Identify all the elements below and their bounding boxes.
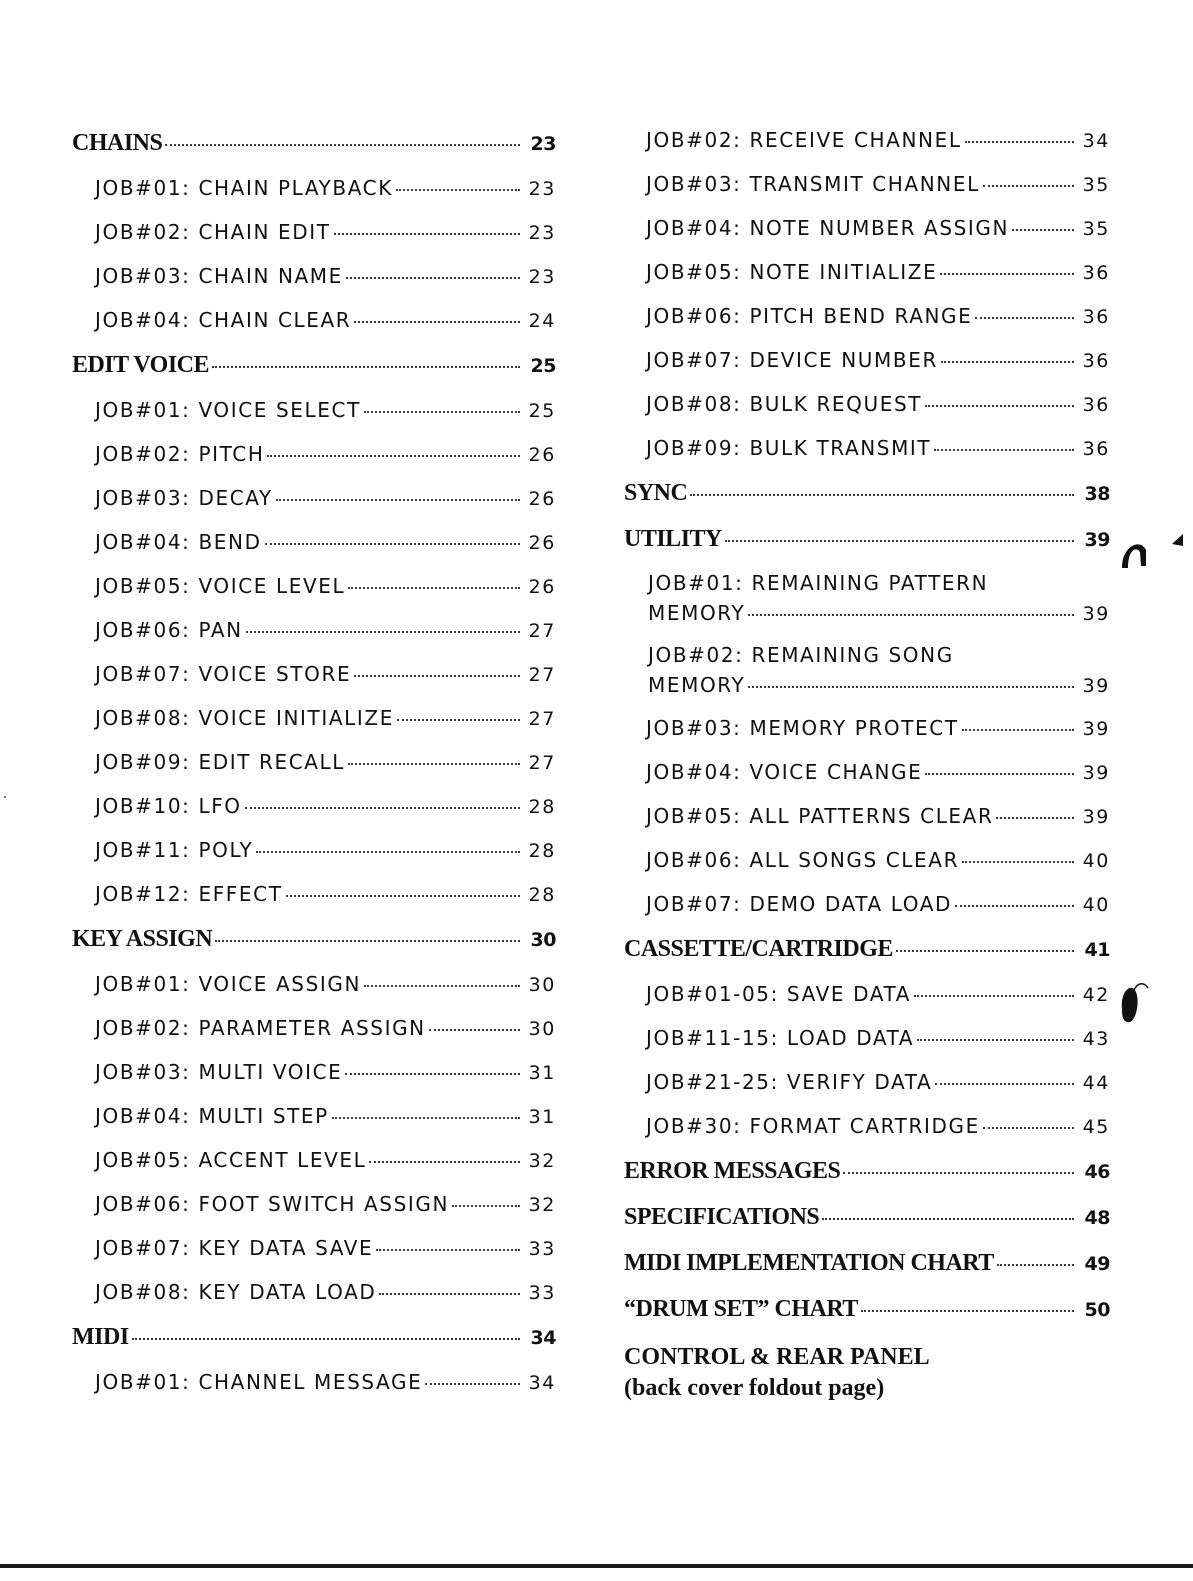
toc-page-number: 33: [528, 1282, 556, 1304]
dot-leader: [354, 321, 520, 323]
toc-entry-label: JOB#01: CHAIN PLAYBACK: [95, 176, 393, 200]
toc-page-number: 40: [1082, 850, 1110, 872]
toc-section-sync[interactable]: [624, 470, 1110, 516]
toc-entry-label: JOB#03: CHAIN NAME: [95, 264, 343, 288]
toc-entry-label: CASSETTE/CARTRIDGE: [624, 936, 893, 962]
toc-job-job-05-note-initialize[interactable]: [624, 250, 1110, 294]
toc-entry-label: JOB#05: VOICE LEVEL: [95, 574, 346, 598]
toc-entry-label: MEMORY: [648, 601, 746, 625]
toc-entry-label: JOB#02: CHAIN EDIT: [95, 220, 331, 244]
toc-job-job-10-lfo[interactable]: [72, 784, 556, 828]
binder-hole-marks: [1110, 520, 1193, 1040]
toc-page-number: 26: [528, 444, 556, 466]
dot-leader: [348, 587, 520, 589]
toc-page-number: 28: [528, 840, 556, 862]
toc-page-number: 30: [528, 974, 556, 996]
dot-leader: [725, 540, 1074, 542]
toc-job-job-06-foot-switch-assign[interactable]: [72, 1182, 556, 1226]
toc-page-number: 26: [528, 576, 556, 598]
toc-page-number: 23: [528, 266, 556, 288]
toc-page-number: 43: [1082, 1028, 1110, 1050]
toc-entry-label: JOB#04: BEND: [95, 530, 262, 554]
toc-entry-label: JOB#06: PAN: [95, 618, 243, 642]
toc-job-job-03-chain-name[interactable]: [72, 254, 556, 298]
toc-entry-label: JOB#03: TRANSMIT CHANNEL: [646, 172, 980, 196]
toc-job-job-09-edit-recall[interactable]: [72, 740, 556, 784]
toc-job-job-02-receive-channel[interactable]: [624, 118, 1110, 162]
toc-page-number: 27: [528, 752, 556, 774]
toc-job-job-12-effect[interactable]: [72, 872, 556, 916]
toc-page-number: 44: [1082, 1072, 1110, 1094]
toc-entry-label-line1: JOB#02: REMAINING SONG: [648, 643, 954, 667]
toc-page-number: 27: [528, 664, 556, 686]
dot-leader: [354, 675, 520, 677]
toc-entry-label: MEMORY: [648, 673, 746, 697]
toc-page-number: 34: [530, 1327, 556, 1349]
dot-leader: [452, 1205, 520, 1207]
toc-job-job-08-bulk-request[interactable]: [624, 382, 1110, 426]
toc-entry-label: JOB#12: EFFECT: [95, 882, 283, 906]
toc-entry-label-line2: (back cover foldout page): [624, 1375, 885, 1401]
dot-leader: [914, 995, 1074, 997]
toc-job-job-09-bulk-transmit[interactable]: [624, 426, 1110, 470]
toc-page-number: 23: [530, 133, 556, 155]
toc-page-number: 39: [1084, 529, 1110, 551]
toc-entry-label: JOB#07: DEVICE NUMBER: [646, 348, 938, 372]
toc-page-number: 34: [528, 1372, 556, 1394]
toc-entry-label-line1: CONTROL & REAR PANEL: [624, 1344, 930, 1370]
dot-leader: [132, 1338, 520, 1340]
dot-leader: [376, 1249, 520, 1251]
toc-entry-label: JOB#04: NOTE NUMBER ASSIGN: [646, 216, 1010, 240]
toc-entry-label: JOB#07: KEY DATA SAVE: [95, 1236, 374, 1260]
toc-job-job-11-15-load-data[interactable]: [624, 1016, 1110, 1060]
toc-page-number: 31: [528, 1106, 556, 1128]
toc-page-number: 40: [1082, 894, 1110, 916]
toc-page-number: 39: [1082, 718, 1110, 740]
toc-job-job-05-voice-level[interactable]: [72, 564, 556, 608]
dot-leader: [962, 861, 1074, 863]
toc-entry-label: JOB#08: KEY DATA LOAD: [95, 1280, 377, 1304]
toc-job-job-07-key-data-save[interactable]: [72, 1226, 556, 1270]
toc-entry-label: MIDI IMPLEMENTATION CHART: [624, 1250, 994, 1276]
toc-entry-label: UTILITY: [624, 526, 722, 552]
toc-page-number: 39: [1082, 603, 1110, 625]
toc-entry-label: JOB#04: MULTI STEP: [95, 1104, 329, 1128]
toc-section-cassette-cartridge[interactable]: [624, 926, 1110, 972]
toc-entry-label: JOB#02: PARAMETER ASSIGN: [95, 1016, 426, 1040]
dot-leader: [925, 773, 1074, 775]
toc-page-number: 32: [528, 1150, 556, 1172]
toc-section-midi[interactable]: [72, 1314, 556, 1360]
toc-job-job-05-accent-level[interactable]: [72, 1138, 556, 1182]
binder-hole-mark-lower: [1122, 988, 1138, 1022]
dot-leader: [983, 185, 1074, 187]
dot-leader: [997, 1264, 1074, 1266]
toc-entry-label: JOB#04: CHAIN CLEAR: [95, 308, 352, 332]
toc-right-column: [624, 118, 1110, 1404]
toc-page-number: 36: [1082, 350, 1110, 372]
dot-leader: [396, 189, 520, 191]
toc-entry-continuation: [648, 598, 1110, 628]
dot-leader: [690, 494, 1074, 496]
toc-entry-label: JOB#21-25: VERIFY DATA: [646, 1070, 933, 1094]
toc-job-job-01-voice-assign[interactable]: [72, 962, 556, 1006]
toc-job-job-01-remaining-pattern[interactable]: [624, 562, 1110, 634]
toc-entry-label: JOB#30: FORMAT CARTRIDGE: [646, 1114, 980, 1138]
toc-section-control-rear-panel[interactable]: [624, 1332, 1110, 1404]
toc-page-number: 36: [1082, 306, 1110, 328]
toc-entry-label: “DRUM SET” CHART: [624, 1296, 858, 1322]
toc-job-job-01-05-save-data[interactable]: [624, 972, 1110, 1016]
toc-page-number: 38: [1084, 483, 1110, 505]
toc-entry-label: JOB#05: ALL PATTERNS CLEAR: [646, 804, 994, 828]
toc-page-number: 34: [1082, 130, 1110, 152]
dot-leader: [379, 1293, 520, 1295]
dot-leader: [917, 1039, 1074, 1041]
toc-page-number: 25: [528, 400, 556, 422]
dot-leader: [245, 807, 520, 809]
toc-job-job-04-multi-step[interactable]: [72, 1094, 556, 1138]
toc-page-number: 41: [1084, 939, 1110, 961]
toc-page-number: 30: [530, 929, 556, 951]
toc-page-number: 30: [528, 1018, 556, 1040]
dot-leader: [934, 449, 1074, 451]
toc-section-drum-set-chart[interactable]: [624, 1286, 1110, 1332]
toc-page-number: 28: [528, 884, 556, 906]
binder-hole-mark-upper: [1122, 544, 1146, 568]
toc-section-error-messages[interactable]: [624, 1148, 1110, 1194]
dot-leader: [215, 940, 520, 942]
toc-entry-label: JOB#08: VOICE INITIALIZE: [95, 706, 394, 730]
dot-leader: [748, 614, 1074, 616]
toc-entry-label: JOB#03: MEMORY PROTECT: [646, 716, 959, 740]
dot-leader: [397, 719, 520, 721]
toc-entry-label: EDIT VOICE: [72, 352, 210, 378]
toc-entry-label: JOB#07: VOICE STORE: [95, 662, 352, 686]
dot-leader: [996, 817, 1074, 819]
toc-job-job-01-channel-message[interactable]: [72, 1360, 556, 1404]
binder-hole-mark-upper-right: [1172, 534, 1183, 546]
dot-leader: [925, 405, 1074, 407]
toc-job-job-02-chain-edit[interactable]: [72, 210, 556, 254]
dot-leader: [965, 141, 1074, 143]
dot-leader: [861, 1310, 1074, 1312]
toc-job-job-04-voice-change[interactable]: [624, 750, 1110, 794]
toc-entry-label: JOB#06: FOOT SWITCH ASSIGN: [95, 1192, 450, 1216]
toc-page-number: 36: [1082, 262, 1110, 284]
toc-job-job-02-remaining-song[interactable]: [624, 634, 1110, 706]
toc-page-number: 24: [528, 310, 556, 332]
toc-job-job-08-voice-initialize[interactable]: [72, 696, 556, 740]
toc-entry-continuation: [648, 670, 1110, 700]
dot-leader: [940, 273, 1074, 275]
toc-page-number: 45: [1082, 1116, 1110, 1138]
dot-leader: [975, 317, 1074, 319]
toc-page-number: 27: [528, 708, 556, 730]
dot-leader: [843, 1172, 1074, 1174]
toc-entry-label: ERROR MESSAGES: [624, 1158, 841, 1184]
dot-leader: [935, 1083, 1074, 1085]
toc-page-number: 28: [528, 796, 556, 818]
toc-page-number: 48: [1084, 1207, 1110, 1229]
dot-leader: [286, 895, 520, 897]
toc-entry-label: MIDI: [72, 1324, 129, 1350]
toc-page-number: 39: [1082, 675, 1110, 697]
toc-section-chains[interactable]: [72, 120, 556, 166]
dot-leader: [246, 631, 520, 633]
dot-leader: [369, 1161, 520, 1163]
toc-page-number: 23: [528, 178, 556, 200]
toc-entry-label: JOB#09: BULK TRANSMIT: [646, 436, 932, 460]
dot-leader: [346, 277, 520, 279]
toc-job-job-06-all-songs-clear[interactable]: [624, 838, 1110, 882]
dot-leader: [896, 950, 1074, 952]
dot-leader: [364, 985, 520, 987]
toc-entry-label: JOB#01: VOICE ASSIGN: [95, 972, 362, 996]
dot-leader: [332, 1117, 520, 1119]
binder-hole-mark-lower-arc: [1134, 984, 1148, 990]
toc-job-job-11-poly[interactable]: [72, 828, 556, 872]
toc-section-key-assign[interactable]: [72, 916, 556, 962]
bottom-edge-rule: [0, 1564, 1193, 1568]
toc-entry-label: JOB#06: ALL SONGS CLEAR: [646, 848, 960, 872]
toc-entry-label: KEY ASSIGN: [72, 926, 213, 952]
dot-leader: [265, 543, 520, 545]
dot-leader: [822, 1218, 1074, 1220]
toc-job-job-07-voice-store[interactable]: [72, 652, 556, 696]
toc-section-utility[interactable]: [624, 516, 1110, 562]
toc-job-job-01-chain-playback[interactable]: [72, 166, 556, 210]
toc-job-job-21-25-verify-data[interactable]: [624, 1060, 1110, 1104]
toc-section-edit-voice[interactable]: [72, 342, 556, 388]
toc-entry-label: JOB#07: DEMO DATA LOAD: [646, 892, 953, 916]
toc-entry-label: JOB#08: BULK REQUEST: [646, 392, 923, 416]
dot-leader: [1012, 229, 1074, 231]
toc-entry-label: JOB#11-15: LOAD DATA: [646, 1026, 915, 1050]
toc-page-number: 35: [1082, 218, 1110, 240]
toc-entry-label: CHAINS: [72, 130, 163, 156]
dot-leader: [334, 233, 520, 235]
toc-job-job-07-demo-data-load[interactable]: [624, 882, 1110, 926]
dot-leader: [165, 144, 520, 146]
toc-page-number: 50: [1084, 1299, 1110, 1321]
toc-job-job-07-device-number[interactable]: [624, 338, 1110, 382]
toc-page-number: 46: [1084, 1161, 1110, 1183]
toc-job-job-30-format-cartridge[interactable]: [624, 1104, 1110, 1148]
toc-entry-label: JOB#11: POLY: [95, 838, 254, 862]
toc-section-midi-implementation-chart[interactable]: [624, 1240, 1110, 1286]
toc-job-job-03-decay[interactable]: [72, 476, 556, 520]
toc-entry-label: JOB#02: PITCH: [95, 442, 265, 466]
toc-entry-label: JOB#02: RECEIVE CHANNEL: [646, 128, 962, 152]
toc-entry-label: JOB#03: MULTI VOICE: [95, 1060, 343, 1084]
toc-entry-label: JOB#10: LFO: [95, 794, 242, 818]
dot-leader: [348, 763, 520, 765]
toc-entry-label: JOB#01-05: SAVE DATA: [646, 982, 911, 1006]
toc-job-job-05-all-patterns-clear[interactable]: [624, 794, 1110, 838]
toc-job-job-06-pitch-bend-range[interactable]: [624, 294, 1110, 338]
toc-job-job-04-note-number-assign[interactable]: [624, 206, 1110, 250]
dot-leader: [983, 1127, 1074, 1129]
toc-job-job-06-pan[interactable]: [72, 608, 556, 652]
dot-leader: [212, 366, 520, 368]
scan-speck: [4, 796, 6, 798]
toc-job-job-03-transmit-channel[interactable]: [624, 162, 1110, 206]
dot-leader: [429, 1029, 520, 1031]
toc-entry-label: JOB#09: EDIT RECALL: [95, 750, 346, 774]
toc-page-number: 42: [1082, 984, 1110, 1006]
toc-entry-label: SYNC: [624, 480, 688, 506]
toc-entry-label: JOB#05: NOTE INITIALIZE: [646, 260, 938, 284]
toc-entry-label: JOB#06: PITCH BEND RANGE: [646, 304, 973, 328]
toc-job-job-04-bend[interactable]: [72, 520, 556, 564]
dot-leader: [345, 1073, 520, 1075]
toc-page-number: 31: [528, 1062, 556, 1084]
dot-leader: [955, 905, 1074, 907]
toc-entry-label: JOB#04: VOICE CHANGE: [646, 760, 923, 784]
toc-page-number: 39: [1082, 762, 1110, 784]
toc-page-number: 23: [528, 222, 556, 244]
toc-page-number: 49: [1084, 1253, 1110, 1275]
dot-leader: [256, 851, 520, 853]
toc-job-job-02-pitch[interactable]: [72, 432, 556, 476]
toc-entry-label: SPECIFICATIONS: [624, 1204, 820, 1230]
toc-page-number: 26: [528, 532, 556, 554]
dot-leader: [748, 686, 1074, 688]
toc-page-number: 27: [528, 620, 556, 642]
dot-leader: [364, 411, 520, 413]
toc-page-number: 36: [1082, 438, 1110, 460]
toc-job-job-08-key-data-load[interactable]: [72, 1270, 556, 1314]
dot-leader: [941, 361, 1074, 363]
toc-page-number: 26: [528, 488, 556, 510]
toc-page-number: 25: [530, 355, 556, 377]
toc-page-number: 36: [1082, 394, 1110, 416]
dot-leader: [276, 499, 520, 501]
dot-leader: [962, 729, 1074, 731]
toc-section-specifications[interactable]: [624, 1194, 1110, 1240]
toc-page-number: 33: [528, 1238, 556, 1260]
toc-page-number: 39: [1082, 806, 1110, 828]
toc-job-job-02-parameter-assign[interactable]: [72, 1006, 556, 1050]
toc-left-column: [72, 120, 556, 1404]
toc-job-job-01-voice-select[interactable]: [72, 388, 556, 432]
toc-entry-label: JOB#03: DECAY: [95, 486, 273, 510]
toc-entry-label-line1: JOB#01: REMAINING PATTERN: [648, 571, 989, 595]
toc-job-job-03-multi-voice[interactable]: [72, 1050, 556, 1094]
toc-job-job-04-chain-clear[interactable]: [72, 298, 556, 342]
dot-leader: [425, 1383, 520, 1385]
toc-entry-label: JOB#05: ACCENT LEVEL: [95, 1148, 367, 1172]
toc-page-number: 32: [528, 1194, 556, 1216]
toc-page-number: 35: [1082, 174, 1110, 196]
toc-job-job-03-memory-protect[interactable]: [624, 706, 1110, 750]
toc-entry-label: JOB#01: CHANNEL MESSAGE: [95, 1370, 423, 1394]
dot-leader: [267, 455, 520, 457]
toc-entry-label: JOB#01: VOICE SELECT: [95, 398, 361, 422]
